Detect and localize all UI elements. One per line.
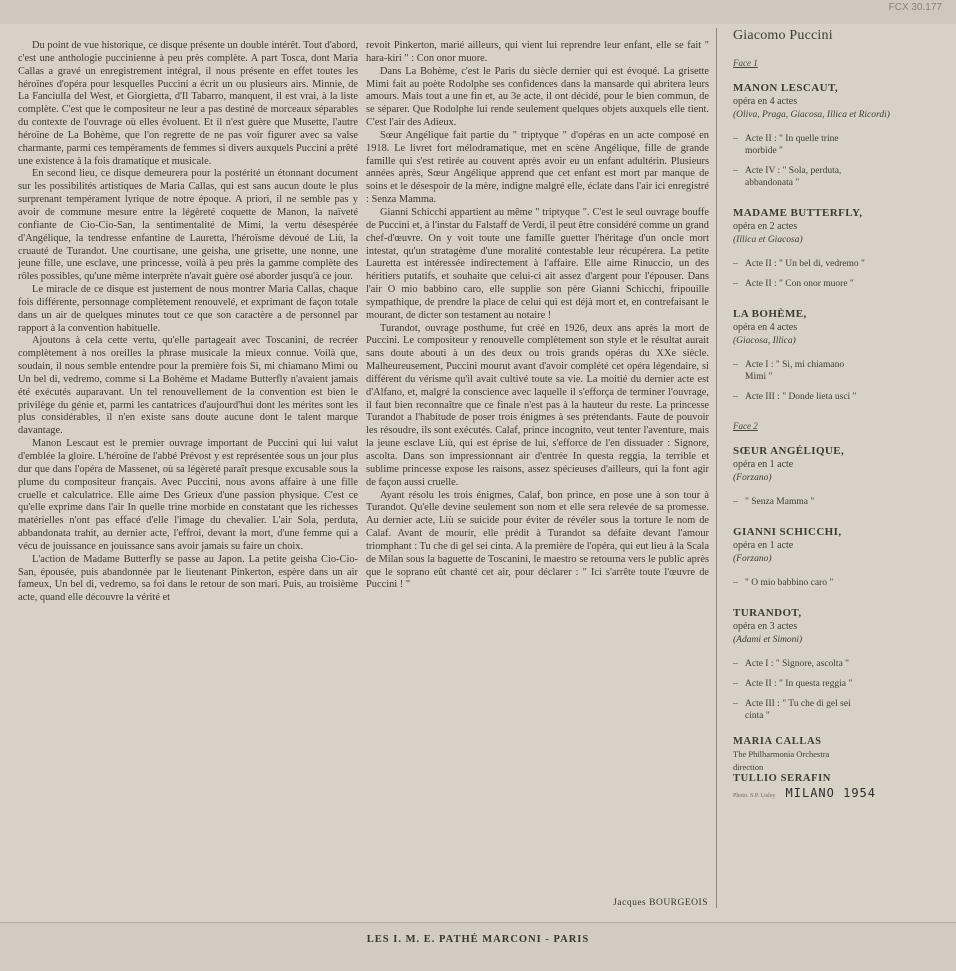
excerpt-text: Acte II : " In quelle trine morbide "	[745, 134, 839, 156]
excerpt-item	[733, 278, 943, 290]
label-footer: LES I. M. E. PATHÉ MARCONI - PARIS	[366, 934, 590, 945]
author-signature: Jacques BOURGEOIS	[613, 898, 708, 908]
excerpt-list	[733, 258, 943, 290]
opera-librettists: (Giacosa, Illica)	[733, 336, 796, 346]
opera-title: SŒUR ANGÉLIQUE,	[733, 445, 845, 457]
conductor-row	[733, 773, 943, 784]
paragraph: Le miracle de ce disque est justement de nous montrer Maria Callas, chaque fois différente, personnage complètement renouvelé, et exprimant de façon totale dans un air de quelques minutes tout ce que son caractère a de personnel par rapport à la convention habituelle.	[18, 284, 358, 334]
paragraph: Gianni Schicchi appartient au même " triptyque ". C'est le seul ouvrage bouffe de Puccini et, à l'instar du Falstaff de Verdi, il peut être considéré comme un grand chef-d'œuvre. On y voit toute une famille guetter l'héritage d'un oncle mort intestat, qu'un stratagème d'une moralité contestable leur récupérera. La petite Lauretta est intéressée indirectement à l'affaire. Elle aime Rinuccio, un des héritiers putatifs, et souhaite que celui-ci ait assez d'argent pour l'épouser. Dans l'air O mio babbino caro, elle supplie son père Gianni Schicchi, fripouille sympathique, de prendre la place de celui qui est déjà mort et, en contrefaisant le mourant, de dicter son testament au notaire !	[366, 206, 709, 321]
opera-title: LA BOHÈME,	[733, 308, 807, 320]
face-1-label: Face 1	[733, 58, 758, 68]
excerpt-text: Acte II : " Un bel di, vedremo "	[745, 259, 865, 269]
dash-bullet: –	[733, 166, 738, 176]
dash-bullet: –	[733, 259, 738, 269]
photo-credit: Photo. S.P. Lisley	[733, 793, 776, 799]
excerpt-list	[733, 133, 943, 189]
excerpt-text: Acte I : " Si, mi chiamano Mimi "	[745, 360, 845, 382]
opera-librettists: (Oliva, Praga, Giacosa, Illica et Ricordi)	[733, 110, 890, 120]
opera-info: opéra en 2 actes	[733, 221, 798, 232]
liner-notes-column-2	[366, 40, 709, 592]
opera-info: opéra en 4 actes	[733, 322, 798, 333]
excerpt-list	[733, 359, 943, 403]
excerpt-text: Acte I : " Signore, ascolta "	[745, 659, 850, 669]
dash-bullet: –	[733, 279, 738, 289]
excerpt-item	[733, 577, 943, 589]
dash-bullet: –	[733, 659, 738, 669]
paragraph: Manon Lescaut est le premier ouvrage important de Puccini qui lui valut d'emblée la gloire. L'héroïne de l'abbé Prévost y est représentée sous un jour plus dur que dans l'opéra de Massenet, où sa légèreté paraît presque excusable sous la plume du compositeur français. Avec Puccini, nous avons affaire à une fille cruelle et calculatrice. Elle aime Des Grieux d'une passion physique. C'est ce qu'elle exprime dans l'air In quelle trine morbide en constatant que les richesses matérielles n'ont pas effacé d'elle l'image du chevalier. L'air Sola, perduta, abbandonata trahit, au dernier acte, l'effroi, devant la mort, d'une femme qui a vécu de jouissance en jouissance sans avoir jamais su faire un choix.	[18, 438, 358, 552]
excerpt-text: " Senza Mamma "	[745, 497, 815, 507]
direction-label: direction	[733, 762, 764, 772]
artist-name: MARIA CALLAS	[733, 736, 822, 747]
dash-bullet: –	[733, 134, 738, 144]
dash-bullet: –	[733, 497, 738, 507]
handwritten-row	[733, 786, 943, 800]
opera-info: opéra en 3 actes	[733, 621, 798, 632]
excerpt-list	[733, 577, 943, 589]
opera-info: opéra en 1 acte	[733, 540, 794, 551]
credits-block	[733, 736, 943, 800]
dash-bullet: –	[733, 360, 738, 370]
excerpt-text: Acte III : " Donde lieta usci "	[745, 392, 857, 402]
paragraph: Turandot, ouvrage posthume, fut créé en 1926, deux ans après la mort de Puccini. Le compositeur y renouvelle complètement son style et le résultat aurait sans doute abouti à un des deux ou trois grands opéras du XXe siècle. Malheureusement, Puccini mourut avant d'avoir complété cet opéra légendaire, si différent du vérisme qu'il avait cultivé toute sa vie. La moitié du dernier acte est d'Alfano, et, malgré la conscience avec laquelle il s'efforça de terminer l'ouvrage, il faut bien reconnaître que ce finale n'est pas à la hauteur du reste. La princesse Turandot a l'habitude de poser trois énigmes à ses prétendants. Faute de pouvoir les résoudre, ils sont exécutés. Calaf, prince incognito, veut tenter l'aventure, mais la jeune esclave Liù, qui est éprise de lui, s'efforce de l'en dissuader : Signore, ascolta. Dans son impressionnant air d'entrée In questa reggia, la terrible et sublime princesse expose les raisons, assez spécieuses d'ailleurs, qui la font agir de façon aussi cruelle.	[366, 322, 709, 488]
opera-title: TURANDOT,	[733, 607, 802, 619]
paragraph: En second lieu, ce disque demeurera pour la postérité un étonnant document sur les possibilités artistiques de Maria Callas, qui est sans aucun doute le plus surprenant tempérament lyrique de notre époque. A priori, il ne semble pas y avoir de commune mesure entre la légèreté coquette de Manon, la naïveté confiante de Cio-Cio-San, la sentimentalité de Mimi, la vertu désespérée d'Angélique, la tendresse enfantine de Lauretta, l'héroïsme dévoué de Liù, la cruauté de Turandot. Une courtisane, une geisha, une grisette, une nonne, une jeune fille, une esclave, une princesse, voilà à peu près la gamme complète des rôles possibles, qu'une même interprète n'avait guère osé aborder jusqu'à ce jour.	[18, 168, 358, 283]
opera-entry	[733, 445, 943, 508]
opera-entry	[733, 308, 943, 403]
opera-info: opéra en 1 acte	[733, 459, 794, 470]
excerpt-text: Acte III : " Tu che di gel sei cinta "	[745, 699, 851, 721]
dash-bullet: –	[733, 578, 738, 588]
excerpt-text: Acte II : " In questa reggia "	[745, 679, 853, 689]
opera-title: GIANNI SCHICCHI,	[733, 526, 842, 538]
face-2-list	[733, 445, 943, 722]
bottom-band	[0, 922, 956, 971]
excerpt-item	[733, 258, 943, 270]
tracklist	[733, 28, 943, 800]
excerpt-item	[733, 678, 943, 690]
opera-librettists: (Adami et Simoni)	[733, 635, 803, 645]
opera-title: MADAME BUTTERFLY,	[733, 207, 863, 219]
liner-notes-column-1	[18, 40, 358, 605]
excerpt-text: Acte II : " Con onor muore "	[745, 279, 854, 289]
column-divider	[716, 28, 717, 908]
excerpt-text: " O mio babbino caro "	[745, 578, 834, 588]
face-1-list	[733, 82, 943, 403]
opera-info: opéra en 4 actes	[733, 96, 798, 107]
excerpt-item	[733, 165, 943, 189]
excerpt-item	[733, 496, 943, 508]
opera-entry	[733, 607, 943, 722]
composer-name: Giacomo Puccini	[733, 28, 833, 43]
opera-title: MANON LESCAUT,	[733, 82, 839, 94]
orchestra-name: The Philharmonia Orchestra	[733, 749, 830, 759]
excerpt-list	[733, 658, 943, 722]
face-2-label: Face 2	[733, 421, 758, 431]
opera-librettists: (Forzano)	[733, 554, 772, 564]
dash-bullet: –	[733, 392, 738, 402]
excerpt-item	[733, 658, 943, 670]
dash-bullet: –	[733, 679, 738, 689]
excerpt-item	[733, 698, 943, 722]
paragraph: Du point de vue historique, ce disque présente un double intérêt. Tout d'abord, c'est une anthologie puccinienne à peu près complète. A part Tosca, dont Maria Callas a gravé un enregistrement intégral, il nous présente en effet toutes les héroïnes d'opéra pour lesquelles Puccini a écrit un ou plusieurs airs. Minnie, de La Fanciulla del West, et Giorgietta, d'Il Tabarro, manquent, il est vrai, à la liste complète. C'est que le compositeur ne leur a pas destiné de morceaux séparables du contexte de l'ouvrage où elles évoluent. Et il n'est guère que Musette, l'autre héroïne de La Bohème, que l'on regrette de ne pas voir figurer avec sa valse charmante, parmi ces tempéraments de femmes si divers auxquels Puccini a prêté une existence à la fois dramatique et musicale.	[18, 40, 358, 167]
opera-entry	[733, 526, 943, 589]
paragraph: L'action de Madame Butterfly se passe au Japon. La petite geisha Cio-Cio-San, épousée, puis abandonnée par le lieutenant Pinkerton, espère dans un air fameux, Un bel di, vedremo, sa foi dans le retour de son mari. Puis, au troisième acte, quand elle découvre la vérité et	[18, 553, 358, 604]
paragraph: revoit Pinkerton, marié ailleurs, qui vient lui reprendre leur enfant, elle se fait " hara-kiri " : Con onor muore.	[366, 40, 709, 64]
paragraph: Sœur Angélique fait partie du " triptyque " d'opéras en un acte composé en 1918. Le livret fort mélodramatique, met en scène Angélique, fille de grande famille qui s'est retirée au couvent après avoir eu un enfant adultérin. Plusieurs années après, Sœur Angélique apprend que cet enfant est mort par manque de soins et le désespoir de la mère, indigne malgré elle, éclate dans l'air ici enregistré : Senza Mamma.	[366, 129, 709, 206]
paragraph: Ayant résolu les trois énigmes, Calaf, bon prince, en pose une à son tour à Turandot. Qu'elle devine seulement son nom et elle sera relevée de sa promesse. Au dernier acte, Liù se suicide pour éviter de révéler sous la torture le nom de Calaf. Avant de mourir, elle prédit à Turandot sa défaite devant l'amour triomphant : Tu che di gel sei cinta. A la première de l'opéra, qui eut lieu à la Scala de Milan sous la baguette de Toscanini, le maestro se retourna vers le public après que le soprano eût chanté cet air, pour déclarer : " Ici s'arrête toute l'œuvre de Puccini ! "	[366, 489, 709, 591]
handwritten-note: MILANO 1954	[785, 786, 876, 800]
paragraph: Ajoutons à cela cette vertu, qu'elle partageait avec Toscanini, de recréer complètement à nos oreilles la phrase musicale la mieux connue. Voilà que, soudain, il nous semble entendre pour la première fois Si, mi chiamano Mimi ou Un bel di, vedremo, comme si La Bohème et Madame Butterfly n'avaient jamais été exécutés auparavant. Un tel renouvellement de la convention est bien le privilège du génie et, parmi les cantatrices d'aujourd'hui dont les mérites sont les plus considérables, il n'en existe sans doute aucune dont le talent marque davantage.	[18, 335, 358, 437]
excerpt-list	[733, 496, 943, 508]
excerpt-text: Acte IV : " Sola, perduta, abbandonata "	[745, 166, 842, 188]
excerpt-item	[733, 133, 943, 157]
conductor-name: TULLIO SERAFIN	[733, 773, 831, 784]
opera-entry	[733, 207, 943, 290]
opera-librettists: (Forzano)	[733, 473, 772, 483]
opera-entry	[733, 82, 943, 189]
excerpt-item	[733, 391, 943, 403]
excerpt-item	[733, 359, 943, 383]
opera-librettists: (Illica et Giacosa)	[733, 235, 803, 245]
catalog-number: FCX 30.177	[888, 2, 942, 13]
dash-bullet: –	[733, 699, 738, 709]
top-band	[0, 0, 956, 24]
paragraph: Dans La Bohème, c'est le Paris du siècle dernier qui est évoqué. La grisette Mimi fait au poète Rodolphe ses confidences dans la mansarde qui abritera leurs amours. Mais tout a une fin et, au 3e acte, il ont décidé, pour le bien commun, de se séparer. Que Rodolphe lui rende seulement quelques objets auxquels elle tient. C'est l'air des Adieux.	[366, 65, 709, 129]
